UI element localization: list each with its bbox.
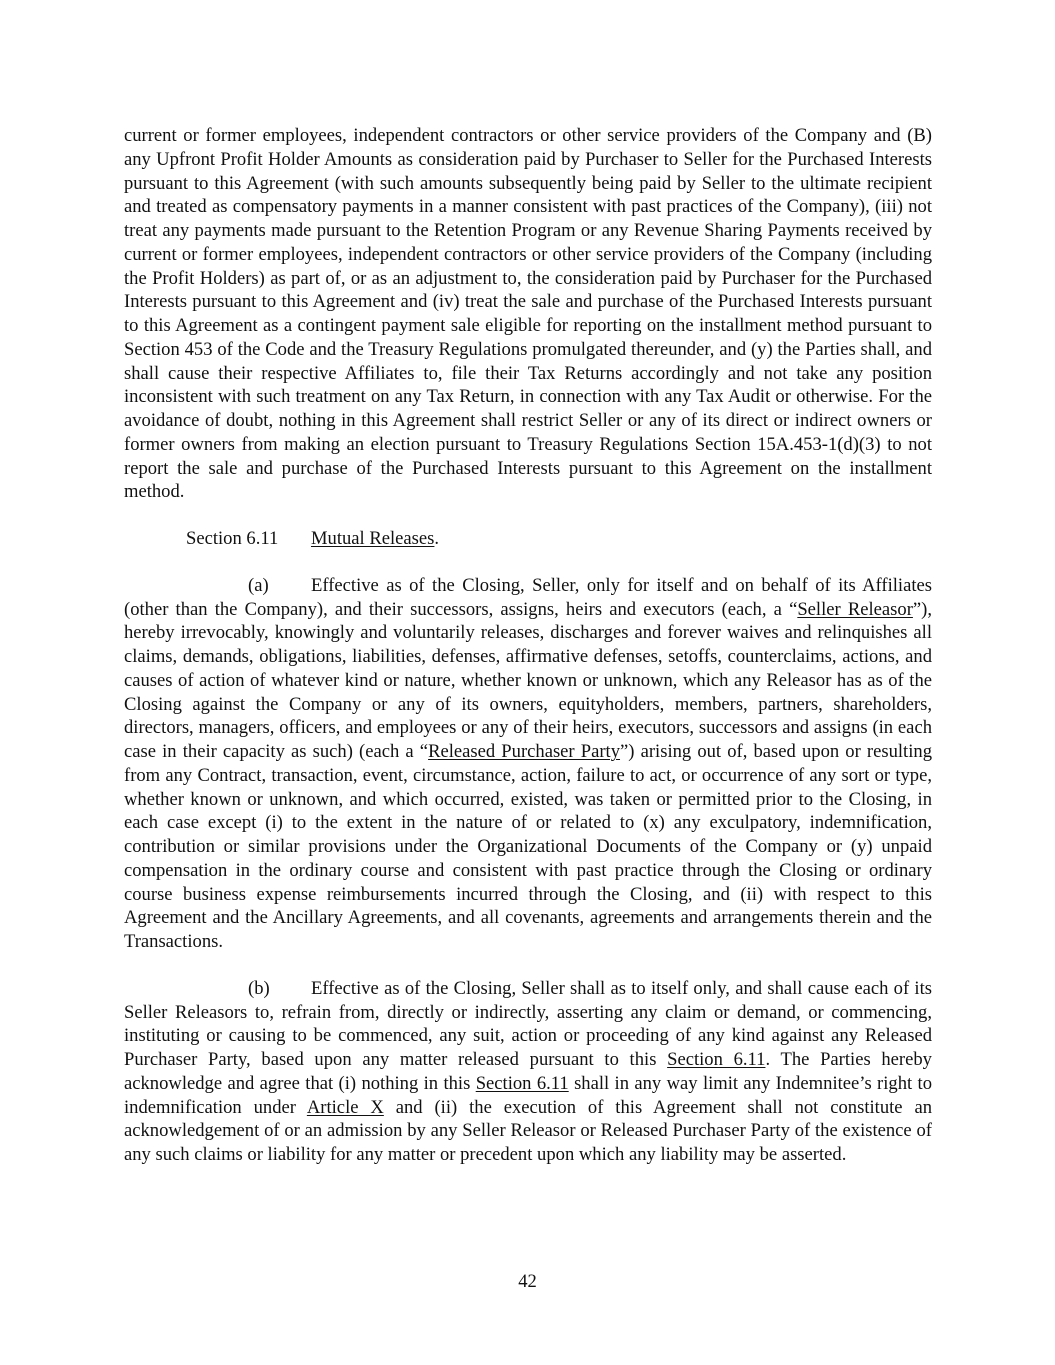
cross-reference-article-x: Article X	[306, 1096, 384, 1118]
paragraph-gap	[124, 551, 932, 574]
paragraph-gap	[124, 504, 932, 527]
paragraph-b-text: shall in any way limit any Indemnitee’s right to indemnification under	[124, 1072, 932, 1118]
paragraph-a-label: (a)	[248, 574, 269, 596]
defined-term-seller-releasor: Seller Releasor	[797, 598, 913, 620]
paragraph-a	[124, 574, 932, 954]
paragraph-b-label: (b)	[248, 977, 270, 999]
cross-reference-section-6-11: Section 6.11	[475, 1072, 569, 1094]
paragraph-b-text: . The Parties hereby acknowledge and agree that (i) nothing in this	[124, 1049, 932, 1094]
cross-reference-section-6-11: Section 6.11	[667, 1049, 766, 1070]
paragraph-gap	[124, 954, 932, 977]
section-number: Section 6.11	[186, 528, 279, 549]
paragraph-b-text: and (ii) the execution of this Agreement shall not constitute an acknowledgement of or an admission by any Seller Releasor or Released Purchaser Party of the existence of any such claims or liability for any matter or precedent upon which any liability may be asserted.	[124, 1096, 933, 1165]
section-heading	[124, 527, 932, 551]
page-number: 42	[518, 1271, 537, 1292]
paragraph-b-text: Effective as of the Closing, Seller shall as to itself only, and shall cause each of its Seller Releasors to, refrain from, directly or indirectly, asserting any claim or demand, or commencing, instituting or causing to be commenced, any suit, action or proceeding of any kind against any Released Purchaser Party, based upon any matter released pursuant to this	[124, 977, 932, 1070]
defined-term-released-purchaser-party: Released Purchaser Party	[428, 741, 621, 762]
section-title-suffix: .	[434, 528, 440, 549]
section-title: Mutual Releases	[311, 528, 435, 549]
document-page	[124, 124, 932, 1167]
carryover-paragraph: current or former employees, independent contractors or other service providers of the Company and (B) any Upfront Profit Holder Amounts as consideration paid by Purchaser to Seller for the Purchased Interests pursuant to this Agreement (with such amounts subsequently being paid by Seller to the ultimate recipient and treated as compensatory payments in a manner consistent with past practices of the Company), (iii) not treat any payments made pursuant to the Retention Program or any Revenue Sharing Payments received by current or former employees, independent contractors or other service providers of the Company (including the Profit Holders) as part of, or as an adjustment to, the consideration paid by Purchaser for the Purchased Interests pursuant to this Agreement and (iv) treat the sale and purchase of the Purchased Interests pursuant to this Agreement as a contingent payment sale eligible for reporting on the installment method pursuant to Section 453 of the Code and the Treasury Regulations promulgated thereunder, and (y) the Parties shall, and shall cause their respective Affiliates to, file their Tax Returns accordingly and not take any position inconsistent with such treatment on any Tax Return, in connection with any Tax Audit or otherwise. For the avoidance of doubt, nothing in this Agreement shall restrict Seller or any of its direct or indirect owners or former owners from making an election pursuant to Treasury Regulations Section 15A.453-1(d)(3) to not report the sale and purchase of the Purchased Interests pursuant to this Agreement on the installment method.	[124, 125, 932, 503]
paragraph-a-text: Effective as of the Closing, Seller, only for itself and on behalf of its Affiliates (other than the Company), and their successors, assigns, heirs and executors (each, a “	[124, 574, 932, 620]
paragraph-b	[124, 977, 932, 1167]
paragraph-a-text: ”) arising out of, based upon or resulting from any Contract, transaction, event, circumstance, action, failure to act, or occurrence of any sort or type, whether known or unknown, and which occurred, existed, was taken or permitted prior to the Closing, in each case except (i) to the extent in the nature of or related to (x) any exculpatory, indemnification, contribution or similar provisions under the Organizational Documents of the Company or (y) unpaid compensation in the ordinary course and consistent with past practice through the Closing or ordinary course business expense reimbursements incurred through the Closing, and (ii) with respect to this Agreement and the Ancillary Agreements, and all covenants, agreements and arrangements therein and the Transactions.	[124, 741, 932, 952]
paragraph-a-text: ”), hereby irrevocably, knowingly and voluntarily releases, discharges and forever waives and relinquishes all claims, demands, obligations, liabilities, defenses, affirmative defenses, setoffs, counterclaims, actions, and causes of action of whatever kind or nature, whether known or unknown, which any Releasor has as of the Closing against the Company or any of its owners, equityholders, members, partners, shareholders, directors, managers, officers, and employees or any of their heirs, executors, successors and assigns (in each case in their capacity as such) (each a “	[124, 598, 932, 762]
